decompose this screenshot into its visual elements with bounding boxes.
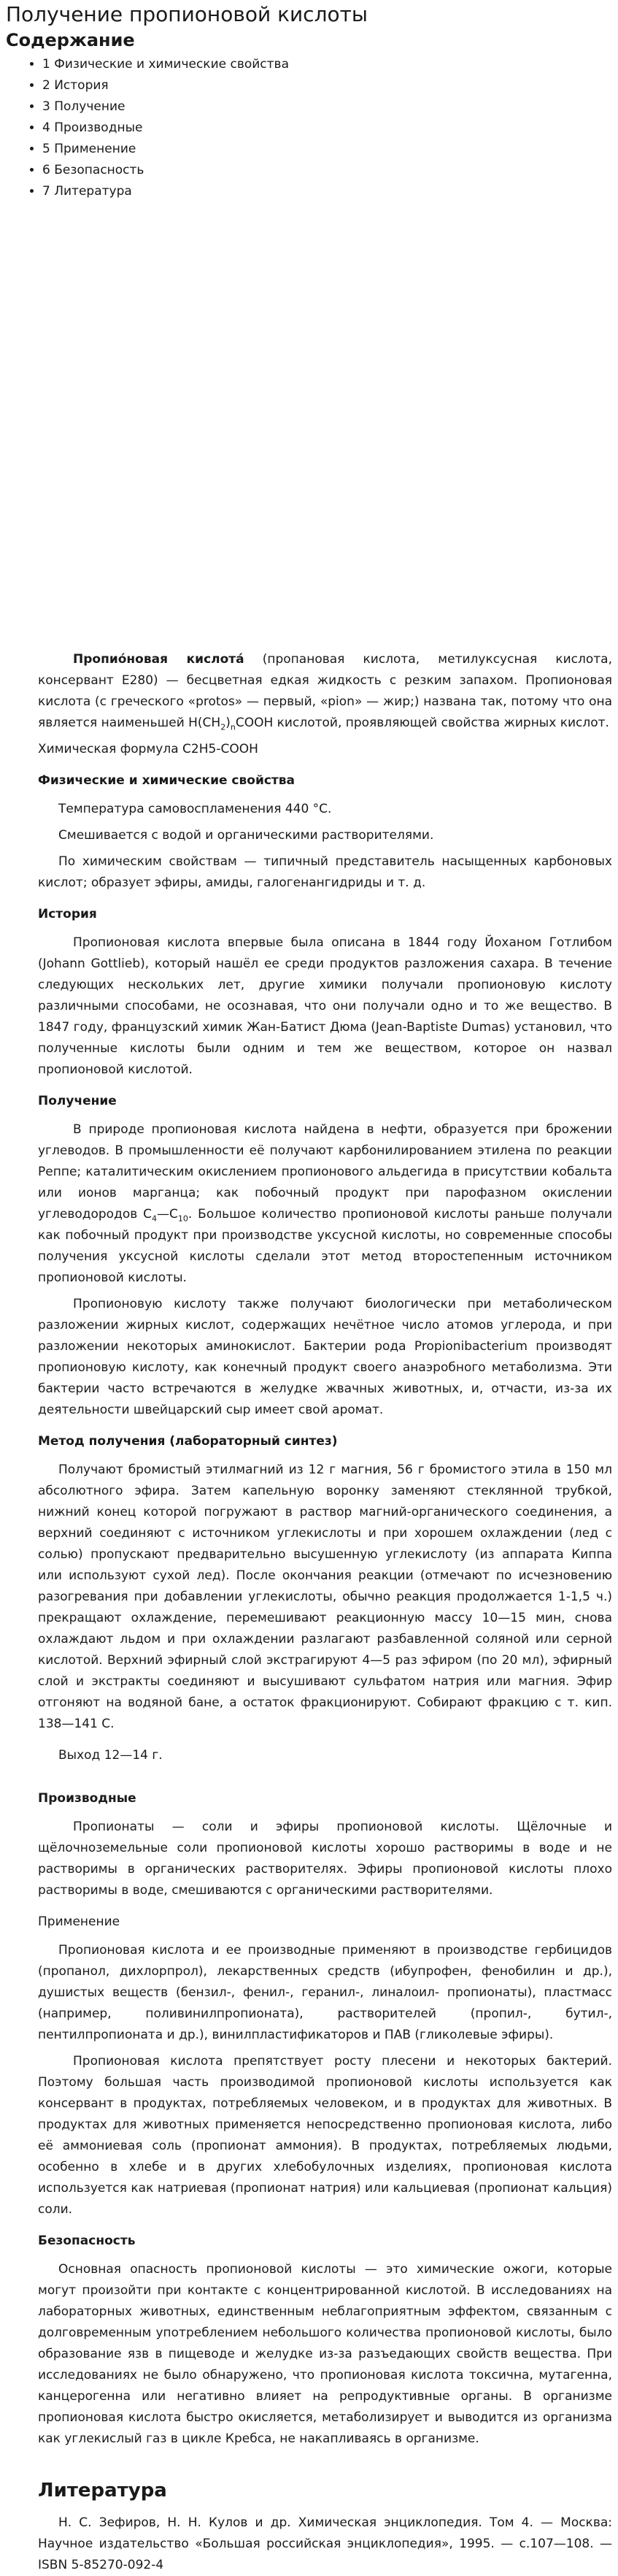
derivatives-paragraph: Пропионаты — соли и эфиры пропионовой кислоты. Щёлочные и щёлочноземельные соли пропионовой кислоты хорошо растворимы в воде и не растворимы в органических растворителях. Эфиры пропионовой кислоты плохо растворимы в воде, смешиваются с органическими растворителями.: [38, 1820, 612, 1898]
production-paragraph-1: [38, 1119, 612, 1289]
intro-text-b: COOH кислотой, проявляющей свойства жирных кислот.: [235, 716, 609, 730]
production-text-b: . Большое количество пропионовой кислоты раньше получали как побочный продукт при производстве уксусной кислоты, но современные способы получения уксусной кислоты сделали этот метод второстепенным источником пропионовой кислоты.: [38, 1207, 612, 1285]
intro-text-a: (пропановая кислота, метилуксусная кислота, консервант E280) — бесцветная едкая жидкость с резким запахом. Пропионовая кислота (с греческого «protos» — первый, «pion» — жир;) названа так, потому что она является наименьшей H(CH: [38, 652, 612, 730]
toc-heading: Содержание: [6, 30, 135, 50]
usage-paragraph-1: Пропионовая кислота и ее производные применяют в производстве гербицидов (пропанол, дихлорпрол), лекарственных средств (ибупрофен, фенобилин и др.), душистых веществ (бензил-, фенил-, геранил-, линалоил- пропионаты), пластмасс (например, поливинилпропионата), растворителей (пропил-, бутил-, пентилпропионата и др.), винилпластификаторов и ПАВ (гликолевые эфиры).: [38, 1943, 612, 2042]
blank-area: [6, 202, 612, 649]
literature-paragraph: Н. С. Зефиров, Н. Н. Кулов и др. Химическая энциклопедия. Том 4. — Москва: Научное издательство «Большая российская энциклопедия», 1995. — с.107—108. — ISBN 5-85270-092-4: [38, 2515, 612, 2572]
props-paragraph-3: По химическим свойствам — типичный представитель насыщенных карбоновых кислот; образует эфиры, амиды, галогенангидриды и т. д.: [38, 854, 612, 890]
lab-paragraph: Получают бромистый этилмагний из 12 г магния, 56 г бромистого этила в 150 мл абсолютного эфира. Затем капельную воронку заменяют стеклянной трубкой, нижний конец которой погружают в раствор магний-органического соединения, а верхний соединяют с источником углекислоты и при хорошем охлаждении (лед с солью) пропускают предварительно высушенную углекислоту (из аппарата Киппа или используют сухой лед). После окончания реакции (отмечают по исчезновению разогревания при добавлении углекислоты, обычно реакция продолжается 1-1,5 ч.) прекращают охлаждение, перемешивают реакционную массу 10—15 мин, снова охлаждают льдом и при охлаждении разлагают разбавленной соляной или серной кислотой. Верхний эфирный слой экстрагируют 4—5 раз эфиром (по 20 мл), эфирный слой и экстракты соединяют и высушивают сульфатом натрия или магния. Эфир отгоняют на водяной бане, а остаток фракционируют. Собирают фракцию с т. кип. 138—141 С.: [38, 1463, 612, 1731]
production-paragraph-2: Пропионовую кислоту также получают биологически при метаболическом разложении жирных кислот, содержащих нечётное число атомов углерода, и при разложении некоторых аминокислот. Бактерии рода Propionibacterium производят пропионовую кислоту, как конечный продукт своего анаэробного метаболизма. Эти бактерии часто встречаются в желудке жвачных животных, и, отчасти, из-за их деятельности швейцарский сыр имеет свой аромат.: [38, 1297, 612, 1417]
section-heading-production: Получение: [38, 1094, 117, 1108]
intro-sub-n: n: [230, 722, 236, 732]
intro-term: Пропио́новая кислота́: [73, 652, 244, 667]
section-heading-safety: Безопасность: [38, 2234, 136, 2248]
section-heading-lab-synthesis: Метод получения (лабораторный синтез): [38, 1434, 338, 1449]
intro-sub-2: 2: [220, 722, 226, 732]
section-heading-properties: Физические и химические свойства: [38, 773, 296, 788]
props-paragraph-2: Смешивается с водой и органическими растворителями.: [58, 828, 434, 843]
toc-item-production[interactable]: • 3 Получение: [42, 96, 612, 118]
page: [0, 1, 612, 2576]
toc-item-history[interactable]: • 2 История: [42, 75, 612, 96]
history-paragraph: Пропионовая кислота впервые была описана в 1844 году Йоханом Готлибом (Johann Gottlieb), который нашёл ее среди продуктов разложения сахара. В течение следующих нескольких лет, другие химики получали пропионовую кислоту различными способами, не осознавая, что они получали одно и то же вещество. В 1847 году, французский химик Жан-Батист Дюма (Jean-Baptiste Dumas) установил, что полученные кислоты были одним и тем же веществом, которое он назвал пропионовой кислотой.: [38, 935, 612, 1077]
toc-item-usage[interactable]: • 5 Применение: [42, 139, 612, 160]
section-heading-usage: Применение: [38, 1914, 120, 1929]
section-heading-history: История: [38, 907, 97, 921]
usage-paragraph-2: Пропионовая кислота препятствует росту плесени и некоторых бактерий. Поэтому большая часть производимой пропионовой кислоты используется как консервант в продуктах, потребляемых человеком, и в продуктах для животных. В продуктах для животных применяется непосредственно пропионовая кислота, либо её аммониевая соль (пропионат аммония). В продуктах, потребляемых людьми, особенно в хлебе и в других хлебобулочных изделиях, пропионовая кислота используется как натриевая (пропионат натрия) или кальциевая (пропионат кальция) соли.: [38, 2054, 612, 2217]
toc-item-literature[interactable]: • 7 Литература: [42, 181, 612, 202]
production-sub-4: 4: [152, 1214, 158, 1224]
intro-paragraph: Пропио́новая кислота́ (пропановая кислота, метилуксусная кислота, консервант E280) — бесцветная едкая жидкость с резким запахом. Пропионовая кислота (с греческого «protos» — первый, «pion» — жир;) названа так, потому что она является наименьшей $H(CH_2)_nCOOH$ кислотой, проявляющей свойства жирных кислот.: [38, 652, 612, 732]
table-of-contents: [6, 54, 612, 202]
lab-yield: Выход 12—14 г.: [58, 1748, 163, 1763]
section-heading-literature: Литература: [38, 2480, 167, 2502]
production-text-mid: —C: [157, 1207, 178, 1222]
toc-item-derivatives[interactable]: • 4 Производные: [42, 118, 612, 139]
safety-paragraph: Основная опасность пропионовой кислоты — это химические ожоги, которые могут произойти при контакте с концентрированной кислотой. В исследованиях на лабораторных животных, единственным неблагоприятным эффектом, связанным с долговременным употреблением небольшого количества пропионовой кислоты, было образование язв в пищеводе и желудке из-за разъедающих свойств вещества. При исследованиях не было обнаружено, что пропионовая кислота токсична, мутагенна, канцерогенна или негативно влияет на репродуктивные органы. В организме пропионовая кислота быстро окисляется, метаболизирует и выводится из организма как углекислый газ в цикле Кребса, не накапливаясь в организме.: [38, 2262, 612, 2446]
toc-item-physical-chemical[interactable]: • 1 Физические и химические свойства: [42, 54, 612, 75]
production-text-a: В природе пропионовая кислота найдена в нефти, образуется при брожении углеводов. В промышленности её получают карбонилированием этилена по реакции Реппе; каталитическим окислением пропионового альдегида в присутствии кобальта или ионов марганца; как побочный продукт при парофазном окислении углеводородов C: [38, 1122, 612, 1222]
page-title: Получение пропионовой кислоты: [6, 2, 368, 26]
props-paragraph-1: Температура самовоспламенения 440 °C.: [58, 802, 332, 816]
production-sub-10: 10: [177, 1214, 188, 1224]
section-heading-derivatives: Производные: [38, 1791, 136, 1806]
formula-line: Химическая формула C2H5-COOH: [38, 742, 258, 756]
toc-item-safety[interactable]: • 6 Безопасность: [42, 160, 612, 181]
article-body: [38, 649, 612, 2576]
